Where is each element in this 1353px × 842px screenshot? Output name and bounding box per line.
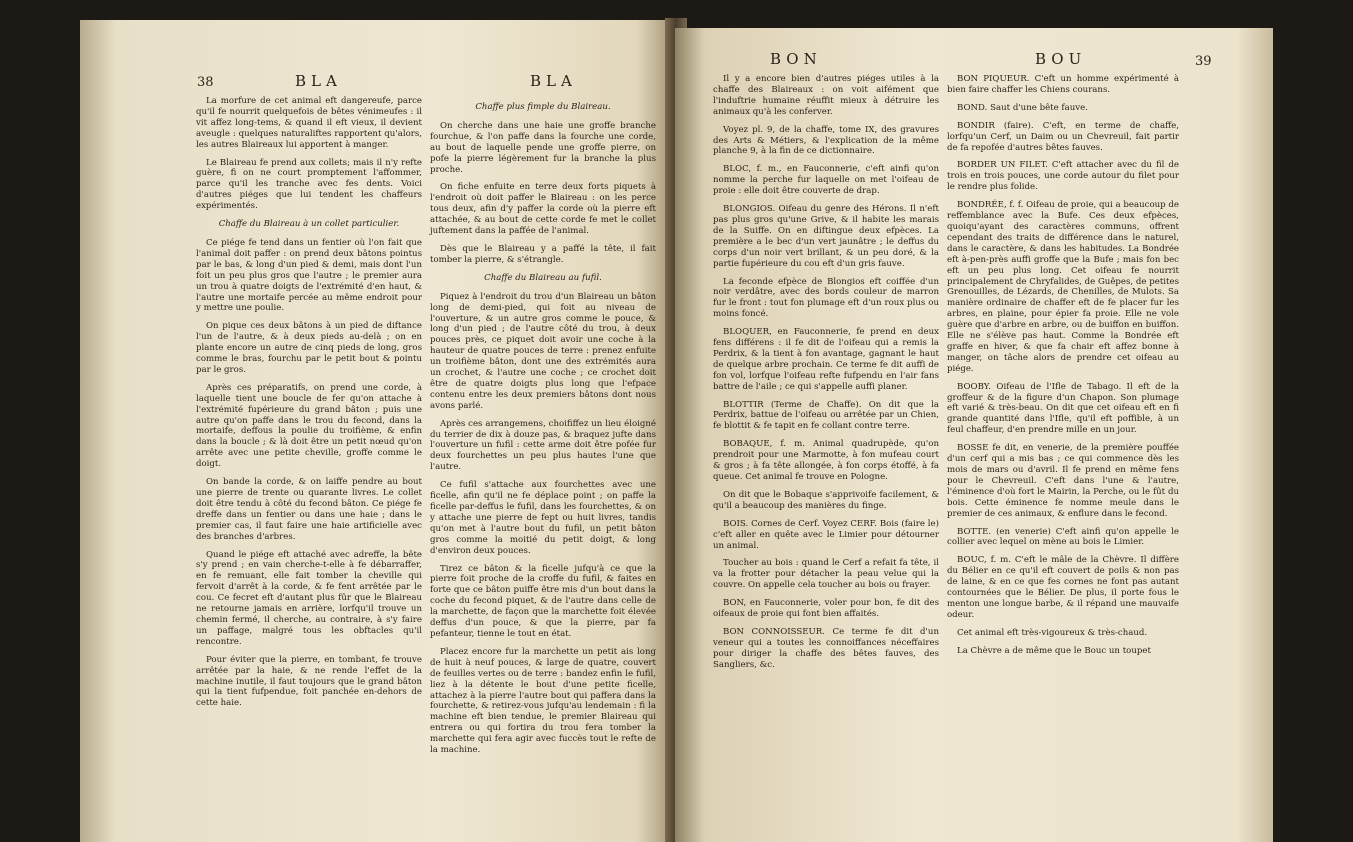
paragraph: BOSSE fe dit, en venerie, de la première pouffée d'un cerf qui a mis bas ; ce qui commence dès les mois de mars ou d'avril. Il fe prend en même fens pour le Chevreuil. C'eft dans l'une & l'autre, l'éminence d'où fort le Mairin, la Perche, ou le fût du bois. Cette éminence fe nomme meule dans le premier de ces animaux, & enflure dans le fecond. — [947, 443, 1179, 519]
left-column-1 — [196, 96, 422, 716]
paragraph: Il y a encore bien d'autres piéges utiles à la chaffe des Blaireaux : on voit aifément que l'induftrie humaine réuffit mieux à détruire les animaux qu'à les conferver. — [713, 74, 939, 117]
section-subheading: Chaffe du Blaireau à un collet particulier. — [218, 219, 400, 230]
left-page-number: 38 — [197, 75, 214, 90]
paragraph: La Chèvre a de même que le Bouc un toupet — [957, 645, 1151, 656]
paragraph: BON, en Fauconnerie, voler pour bon, fe dit des oifeaux de proie qui font bien affaités. — [713, 598, 939, 620]
right-column-1 — [713, 74, 939, 678]
paragraph: Toucher au bois : quand le Cerf a refait fa tête, il va la frotter pour détacher la peau velue qui la couvre. On appelle cela toucher au bois ou frayer. — [713, 558, 939, 591]
paragraph: Tirez ce bâton & la ficelle jufqu'à ce que la pierre foit proche de la croffe du fufil, & faites en forte que ce bâton puiffe être mis d'un bout dans la coche du fecond piquet, & de l'autre dans celle de la marchette, de façon que la marchette foit élevée deffus d'un pouce, & que la pierre, par fa pefanteur, tienne le tout en état. — [430, 563, 656, 639]
paragraph: On dit que le Bobaque s'apprivoife facilement, & qu'il a beaucoup des manières du finge. — [713, 489, 939, 511]
paragraph: Cet animal eft très-vigoureux & très-chaud. — [957, 627, 1148, 638]
paragraph: On cherche dans une haie une groffe branche fourchue, & l'on paffe dans la fourche une corde, au bout de laquelle pende une groffe pierre, on pofe la pierre légèrement fur la branche la plus proche. — [430, 120, 656, 175]
left-running-head-left: BLA — [295, 72, 342, 90]
paragraph: BONDIR (faire). C'eft, en terme de chaffe, lorfqu'un Cerf, un Daim ou un Chevreuil, fait partir de fa repofée d'autres bêtes fauves. — [947, 120, 1179, 153]
paragraph: BOND. Saut d'une bête fauve. — [957, 102, 1088, 113]
paragraph: BLONGIOS. Oifeau du genre des Hérons. Il n'eft pas plus gros qu'une Grive, & il habite les marais de la Suiffe. On en diftingue deux efpèces. La première a le bec d'un vert jaunâtre ; le deffus du corps d'un noir vert brillant, & un peu doré, & la partie fupérieure du cou eft d'un gris fauve. — [713, 204, 939, 269]
paragraph: BLOC, f. m., en Fauconnerie, c'eft ainfi qu'on nomme la perche fur laquelle on met l'oifeau de proie : elle doit être couverte de drap. — [713, 164, 939, 197]
paragraph: BOIS. Cornes de Cerf. Voyez CERF. Bois (faire le) c'eft aller en quête avec le Limier pour détourner un animal. — [713, 518, 939, 551]
section-subheading: Chaffe plus fimple du Blaireau. — [475, 102, 611, 112]
paragraph: Après ces préparatifs, on prend une corde, à laquelle tient une boucle de fer qu'on attache à l'extrémité fupérieure du grand bâton ; puis une autre qu'on paffe dans le trou du fecond, dans la mortaife, deffous la poulie du troifième, & enfin dans la boucle ; & là doit être un petit nœud qu'on arrête avec une petite cheville, groffe comme le doigt. — [196, 382, 422, 470]
paragraph: On fiche enfuite en terre deux forts piquets à l'endroit où doit paffer le Blaireau : on les perce tous deux, afin d'y paffer la corde où la pierre eft attachée, & au bout de cette corde fe met le collet juftement dans la paffée de l'animal. — [430, 182, 656, 237]
paragraph: Après ces arrangemens, choififfez un lieu éloigné du terrier de dix à douze pas, & braquez jufte dans l'ouverture un fufil : cette arme doit être pofée fur deux fourchettes un peu plus hautes l'une que l'autre. — [430, 418, 656, 473]
left-column-2 — [430, 96, 656, 763]
paragraph: On bande la corde, & on laiffe pendre au bout une pierre de trente ou quarante livres. Le collet doit être tendu à côté du fecond bâton. Ce piége fe dreffe dans un fentier ou dans une haie ; dans le premier cas, il faut faire une haie artificielle avec des branches d'arbres. — [196, 477, 422, 542]
left-running-head-right: BLA — [530, 72, 577, 90]
paragraph: Le Blaireau fe prend aux collets; mais il n'y refte guère, fi on ne court promptement l'affommer, parce qu'il les tranche avec fes dents. Voici d'autres piéges que lui tendent les chaffeurs expérimentés. — [196, 157, 422, 212]
paragraph: Ce piége fe tend dans un fentier où l'on fait que l'animal doit paffer : on prend deux bâtons pointus par le bas, & long d'un pied & demi, mais dont l'un foit un peu plus gros que l'autre ; le premier aura un trou à quatre doigts de l'extrémité d'en haut, & l'autre une mortaife percée au même endroit pour y mettre une poulie. — [196, 237, 422, 314]
right-running-head-right: BOU — [1035, 50, 1087, 68]
paragraph: La morfure de cet animal eft dangereufe, parce qu'il fe nourrit quelquefois de bêtes vénimeufes : il vit affez long-tems, & quand il eft vieux, il devient aveugle : quelques naturaliftes rapportent qu'alors, les autres Blaireaux lui apportent à manger. — [196, 96, 422, 150]
right-page-number: 39 — [1195, 54, 1212, 69]
paragraph: BOUC, f. m. C'eft le mâle de la Chèvre. Il diffère du Bélier en ce qu'il eft couvert de poils & non pas de laine, & en ce que fes cornes ne font pas autant contournées que le Bélier. De plus, il porte fous le menton une longue barbe, & il répand une mauvaife odeur. — [947, 555, 1179, 620]
left-page — [80, 20, 678, 842]
section-subheading: Chaffe du Blaireau au fufil. — [484, 272, 602, 283]
paragraph: Voyez pl. 9, de la chaffe, tome IX, des gravures des Arts & Métiers, & l'explication de la même planche 9, à la fin de ce dictionnaire. — [713, 124, 939, 157]
paragraph: BOOBY. Oifeau de l'Ifle de Tabago. Il eft de la groffeur & de la figure d'un Chapon. Son plumage eft varié & très-beau. On dit que cet oifeau eft en fi grande quantité dans l'Ifle, qu'il eft poffible, à un feul chaffeur, d'en prendre mille en un jour. — [947, 381, 1179, 436]
right-running-head-left: BON — [770, 50, 822, 68]
paragraph: BOBAQUE, f. m. Animal quadrupède, qu'on prendroit pour une Marmotte, à fon mufeau court & gros ; à fa tête allongée, à fon corps étoffé, à fa queue. Cet animal fe trouve en Pologne. — [713, 439, 939, 482]
paragraph: Ce fufil s'attache aux fourchettes avec une ficelle, afin qu'il ne fe déplace point ; on paffe la ficelle par-deffus le fufil, dans les fourchettes, & on y attache une pierre de fept ou huit livres, tandis qu'on met à l'autre bout du fufil, un petit bâton gros comme la moitié du petit doigt, & long d'environ deux pouces. — [430, 480, 656, 556]
paragraph: BONDRÉE, f. f. Oifeau de proie, qui a beaucoup de reffemblance avec la Bufe. Ces deux efpèces, quoiqu'ayant des caractères communs, offrent cependant des traits de différence dans le naturel, dans le caractère, & dans les habitudes. La Bondrée eft à-pen-près auffi groffe que la Bufe ; mais fon bec eft un peu plus long. Cet oifeau fe nourrit principalement de Chryfalides, de Guêpes, de petites Grenouilles, de Lézards, de Chenilles, de Mulots. Sa manière ordinaire de chaffer eft de fe placer fur les arbres, en plaine, pour épier fa proie. Elle ne vole guère que d'arbre en arbre, ou de buiffon en buiffon. Elle ne s'élève pas haut. Comme la Bondrée eft graffe en hiver, & que fa chair eft affez bonne à manger, on tâche alors de prendre cet oifeau au piége. — [947, 200, 1179, 374]
paragraph: BLOQUER, en Fauconnerie, fe prend en deux fens différens : il fe dit de l'oifeau qui a remis la Perdrix, & la tient à fon avantage, gagnant le haut de quelque arbre prochain. Ce terme fe dit auffi de fon vol, lorfque l'oifeau refte fufpendu en l'air fans battre de l'aile ; ce qui s'appelle auffi planer. — [713, 327, 939, 392]
paragraph: BLOTTIR (Terme de Chaffe). On dit que la Perdrix, battue de l'oifeau ou arrêtée par un Chien, fe blottit & fe tapit en fe collant contre terre. — [713, 399, 939, 432]
paragraph: On pique ces deux bâtons à un pied de diftance l'un de l'autre, & à deux pieds au-delà ; on en plante encore un autre de cinq pieds de long, gros comme le bras, fourchu par le petit bout & pointu par le gros. — [196, 321, 422, 375]
paragraph: BOTTE. (en venerie) C'eft ainfi qu'on appelle le collier avec lequel on mène au bois le Limier. — [947, 526, 1179, 548]
paragraph: Quand le piége eft attaché avec adreffe, la bête s'y prend ; en vain cherche-t-elle à fe débarraffer, en fe remuant, elle fait tomber la cheville qui fervoit d'arrêt à la corde, & fe fent arrêtée par le cou. Ce fecret eft d'autant plus fûr que le Blaireau ne retourne jamais en arrière, lorfqu'il trouve un chemin fermé, il cherche, au contraire, à s'y faire un paffage, malgré tous les obftacles qu'il rencontre. — [196, 549, 422, 647]
paragraph: BON CONNOISSEUR. Ce terme fe dit d'un veneur qui a toutes les connoiffances néceffaires pour diriger la chaffe des bêtes fauves, des Sangliers, &c. — [713, 626, 939, 670]
paragraph: La feconde efpèce de Blongios eft coiffée d'un noir verdâtre, avec des bords couleur de marron fur le front : tout fon plumage eft d'un roux plus ou moins foncé. — [713, 276, 939, 320]
paragraph: BON PIQUEUR. C'eft un homme expérimenté à bien faire chaffer les Chiens courans. — [947, 74, 1179, 95]
right-column-2 — [947, 74, 1179, 664]
paragraph: Placez encore fur la marchette un petit ais long de huit à neuf pouces, & large de quatre, couvert de feuilles vertes ou de terre : bandez enfin le fufil, liez à la détente le bout d'une petite ficelle, attachez à la pierre l'autre bout qui paffera dans la fourchette, & retirez-vous jufqu'au lendemain : fi la machine eft bien tendue, le premier Blaireau qui entrera ou qui fortira du trou fera tomber la marchette qui fera agir avec fuccès tout le refte de la machine. — [430, 646, 656, 756]
paragraph: Dès que le Blaireau y a paffé la tête, il fait tomber la pierre, & s'étrangle. — [430, 243, 656, 265]
paragraph: Pour éviter que la pierre, en tombant, fe trouve arrêtée par la haie, & ne rende l'effet de la machine inutile, il faut toujours que le grand bâton qui la tient fufpendue, foit panchée en-dehors de cette haie. — [196, 654, 422, 709]
right-page — [675, 28, 1273, 842]
paragraph: BORDER UN FILET. C'eft attacher avec du fil de trois en trois pouces, une corde autour du filet pour le rendre plus folide. — [947, 160, 1179, 193]
paragraph: Piquez à l'endroit du trou d'un Blaireau un bâton long de demi-pied, qui foit au niveau de l'ouverture, & un autre gros comme le pouce, & long d'un pied ; de l'autre côté du trou, à deux pouces près, ce piquet doit avoir une coche à la hauteur de quatre pouces de terre : prenez enfuite un troifième bâton, dont une des extrémités aura un crochet, & l'autre une coche ; ce crochet doit être de quatre doigts plus long que l'efpace contenu entre les deux premiers bâtons dont nous avons parlé. — [430, 291, 656, 411]
